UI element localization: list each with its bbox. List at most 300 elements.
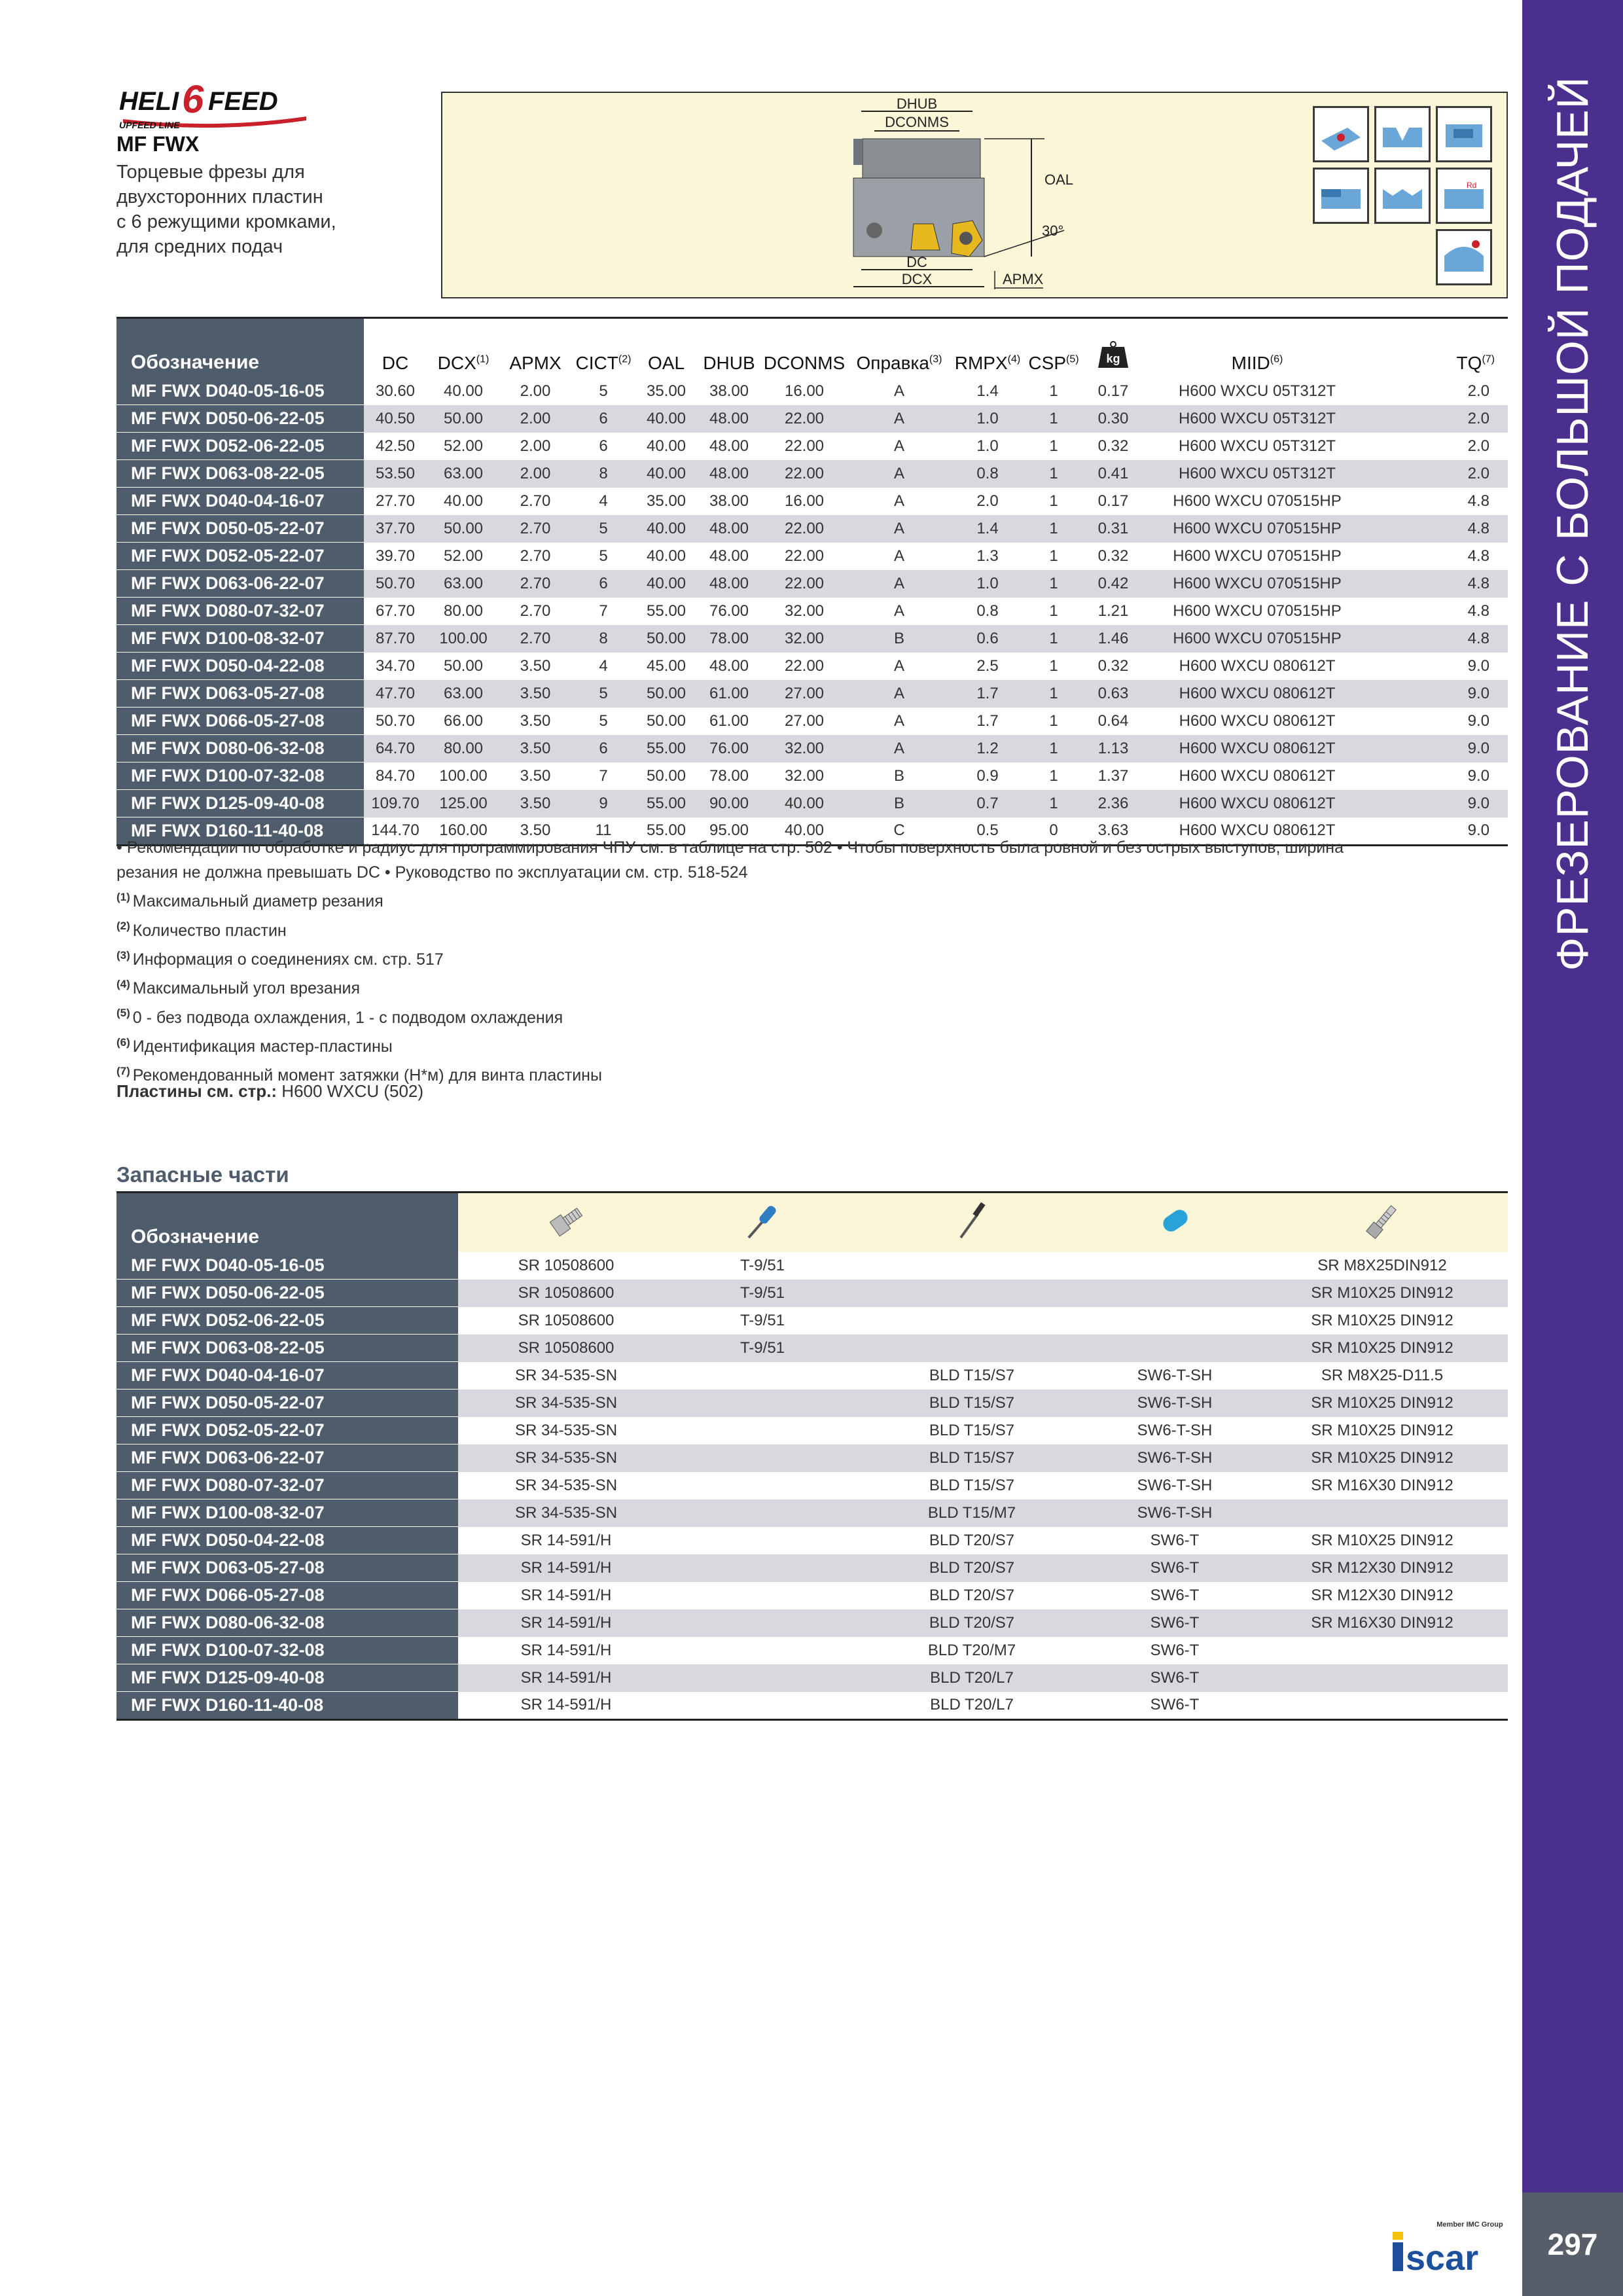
spare-cell: SR M10X25 DIN912 bbox=[1257, 1390, 1508, 1417]
table-cell: 87.70 bbox=[364, 625, 427, 653]
row-designation: MF FWX D063-08-22-05 bbox=[116, 460, 364, 488]
table-cell: 78.00 bbox=[696, 762, 762, 790]
table-cell: 4.8 bbox=[1372, 488, 1508, 515]
table-cell: 9.0 bbox=[1372, 735, 1508, 762]
label-dhub: DHUB bbox=[896, 96, 938, 112]
table-cell: 0.32 bbox=[1084, 653, 1143, 680]
table-cell: 2.0 bbox=[1372, 378, 1508, 405]
table-cell: C bbox=[847, 817, 952, 846]
table-cell: H600 WXCU 05T312T bbox=[1143, 433, 1372, 460]
spare-cell bbox=[674, 1362, 851, 1390]
table-cell: 2.0 bbox=[1372, 433, 1508, 460]
table-cell: 50.00 bbox=[427, 653, 500, 680]
table-cell: 95.00 bbox=[696, 817, 762, 846]
table-cell: 0.6 bbox=[952, 625, 1024, 653]
table-cell: 2.0 bbox=[1372, 460, 1508, 488]
table-cell: 2.0 bbox=[1372, 405, 1508, 433]
table-cell: A bbox=[847, 543, 952, 570]
table-cell: 2.00 bbox=[500, 378, 571, 405]
table-cell: 32.00 bbox=[762, 598, 847, 625]
header-rmpx: RMPX$^{(4)}$ bbox=[952, 318, 1024, 378]
row-designation: MF FWX D050-04-22-08 bbox=[116, 653, 364, 680]
screw-icon bbox=[543, 1198, 589, 1244]
spare-cell bbox=[674, 1582, 851, 1609]
header-dhub: DHUB bbox=[696, 318, 762, 378]
table-row bbox=[116, 680, 1508, 708]
spare-cell: SR 34-535-SN bbox=[458, 1499, 674, 1527]
row-designation: MF FWX D080-06-32-08 bbox=[116, 735, 364, 762]
row-designation: MF FWX D066-05-27-08 bbox=[116, 708, 364, 735]
row-designation: MF FWX D066-05-27-08 bbox=[116, 1582, 458, 1609]
spare-cell bbox=[1257, 1637, 1508, 1664]
table-cell: H600 WXCU 080612T bbox=[1143, 817, 1372, 846]
spare-row bbox=[116, 1390, 1508, 1417]
table-cell: 5 bbox=[571, 378, 636, 405]
spare-cell bbox=[1257, 1692, 1508, 1720]
table-cell: 4.8 bbox=[1372, 543, 1508, 570]
table-cell: 1 bbox=[1024, 598, 1084, 625]
header-designation: Обозначение bbox=[116, 318, 364, 378]
spare-parts-table bbox=[116, 1191, 1508, 1721]
header-weight bbox=[1084, 318, 1143, 378]
footnote: $^{(1)}$ Максимальный диаметр резания bbox=[116, 891, 383, 911]
table-cell: 160.00 bbox=[427, 817, 500, 846]
specifications-table bbox=[116, 317, 1508, 846]
table-cell: H600 WXCU 05T312T bbox=[1143, 460, 1372, 488]
spare-cell: T-9/51 bbox=[674, 1252, 851, 1280]
spare-row bbox=[116, 1444, 1508, 1472]
table-cell: 55.00 bbox=[636, 817, 696, 846]
description-line: Торцевые фрезы для bbox=[116, 162, 305, 183]
table-cell: 3.50 bbox=[500, 762, 571, 790]
spare-cell: SR M12X30 DIN912 bbox=[1257, 1582, 1508, 1609]
table-cell: 9.0 bbox=[1372, 653, 1508, 680]
table-cell: 1.3 bbox=[952, 543, 1024, 570]
spare-row bbox=[116, 1307, 1508, 1335]
spare-cell: SW6-T-SH bbox=[1093, 1390, 1257, 1417]
table-cell: 38.00 bbox=[696, 378, 762, 405]
table-cell: 3.50 bbox=[500, 817, 571, 846]
table-cell: 4 bbox=[571, 488, 636, 515]
table-cell: 52.00 bbox=[427, 543, 500, 570]
table-cell: 125.00 bbox=[427, 790, 500, 817]
logo-feed: FEED bbox=[208, 87, 278, 116]
table-cell: 1 bbox=[1024, 735, 1084, 762]
table-cell: 1 bbox=[1024, 680, 1084, 708]
table-cell: 48.00 bbox=[696, 460, 762, 488]
spare-header-designation: Обозначение bbox=[116, 1193, 458, 1253]
spare-header-wrench bbox=[1093, 1193, 1257, 1253]
table-cell: 1.0 bbox=[952, 433, 1024, 460]
footnote: $^{(2)}$ Количество пластин bbox=[116, 920, 287, 940]
header-dcx: DCX$^{(1)}$ bbox=[427, 318, 500, 378]
table-cell: 40.00 bbox=[636, 460, 696, 488]
spare-cell: SR M10X25 DIN912 bbox=[1257, 1280, 1508, 1307]
spare-cell: SW6-T bbox=[1093, 1527, 1257, 1554]
screwdriver-icon bbox=[949, 1198, 995, 1244]
table-cell: 100.00 bbox=[427, 762, 500, 790]
spare-cell: SR M16X30 DIN912 bbox=[1257, 1472, 1508, 1499]
table-cell: 1 bbox=[1024, 405, 1084, 433]
table-cell: A bbox=[847, 653, 952, 680]
table-cell: 0.9 bbox=[952, 762, 1024, 790]
table-cell: 1 bbox=[1024, 488, 1084, 515]
table-cell: 1.21 bbox=[1084, 598, 1143, 625]
spare-cell bbox=[1093, 1335, 1257, 1362]
spare-cell: SR M16X30 DIN912 bbox=[1257, 1609, 1508, 1637]
table-cell: 2.00 bbox=[500, 433, 571, 460]
table-cell: 22.00 bbox=[762, 433, 847, 460]
table-cell: 50.00 bbox=[636, 625, 696, 653]
spare-cell: SR M10X25 DIN912 bbox=[1257, 1417, 1508, 1444]
table-cell: A bbox=[847, 515, 952, 543]
spare-row bbox=[116, 1252, 1508, 1280]
row-designation: MF FWX D050-06-22-05 bbox=[116, 1280, 458, 1307]
table-cell: 63.00 bbox=[427, 680, 500, 708]
spare-cell: SR 34-535-SN bbox=[458, 1444, 674, 1472]
table-cell: 3.50 bbox=[500, 790, 571, 817]
footnote: $^{(5)}$ 0 - без подвода охлаждения, 1 - с подводом охлаждения bbox=[116, 1007, 563, 1027]
row-designation: MF FWX D040-05-16-05 bbox=[116, 1252, 458, 1280]
table-cell: 0.41 bbox=[1084, 460, 1143, 488]
slot-milling-icon bbox=[1374, 106, 1431, 162]
table-cell: 1 bbox=[1024, 515, 1084, 543]
table-cell: 5 bbox=[571, 680, 636, 708]
table-cell: 1 bbox=[1024, 625, 1084, 653]
table-cell: 3.63 bbox=[1084, 817, 1143, 846]
table-cell: 2.70 bbox=[500, 598, 571, 625]
spare-cell: SR 34-535-SN bbox=[458, 1417, 674, 1444]
spare-cell bbox=[674, 1390, 851, 1417]
row-designation: MF FWX D040-04-16-07 bbox=[116, 1362, 458, 1390]
table-cell: 4.8 bbox=[1372, 570, 1508, 598]
spare-header-screw bbox=[458, 1193, 674, 1253]
spare-cell: SW6-T bbox=[1093, 1582, 1257, 1609]
spare-row bbox=[116, 1527, 1508, 1554]
spare-row bbox=[116, 1362, 1508, 1390]
table-cell: 1 bbox=[1024, 433, 1084, 460]
header-tq: TQ$^{(7)}$ bbox=[1372, 318, 1508, 378]
description-line: для средних подач bbox=[116, 236, 283, 257]
table-cell: 22.00 bbox=[762, 405, 847, 433]
table-row bbox=[116, 762, 1508, 790]
table-cell: 0.8 bbox=[952, 460, 1024, 488]
table-cell: 2.5 bbox=[952, 653, 1024, 680]
table-cell: 2.70 bbox=[500, 515, 571, 543]
table-cell: 40.00 bbox=[762, 817, 847, 846]
table-cell: 5 bbox=[571, 708, 636, 735]
table-cell: 16.00 bbox=[762, 378, 847, 405]
spare-cell bbox=[674, 1444, 851, 1472]
note-line: резания не должна превышать DC • Руководство по эксплуатации см. стр. 518-524 bbox=[116, 863, 748, 882]
logo-subtext: UPFEED LINE bbox=[119, 120, 180, 130]
row-designation: MF FWX D063-06-22-07 bbox=[116, 570, 364, 598]
table-cell: 40.00 bbox=[636, 543, 696, 570]
table-cell: 9.0 bbox=[1372, 680, 1508, 708]
row-designation: MF FWX D050-04-22-08 bbox=[116, 1527, 458, 1554]
spare-cell: BLD T20/S7 bbox=[851, 1554, 1093, 1582]
spare-header-screwdriver bbox=[851, 1193, 1093, 1253]
row-designation: MF FWX D080-07-32-07 bbox=[116, 1472, 458, 1499]
table-cell: 9.0 bbox=[1372, 708, 1508, 735]
table-cell: 1 bbox=[1024, 762, 1084, 790]
table-cell: H600 WXCU 05T312T bbox=[1143, 405, 1372, 433]
spare-cell: SR 10508600 bbox=[458, 1252, 674, 1280]
spare-cell: SW6-T bbox=[1093, 1554, 1257, 1582]
header-oal: OAL bbox=[636, 318, 696, 378]
header-cict: CICT$^{(2)}$ bbox=[571, 318, 636, 378]
row-designation: MF FWX D160-11-40-08 bbox=[116, 817, 364, 846]
spare-row bbox=[116, 1335, 1508, 1362]
table-cell: 9.0 bbox=[1372, 762, 1508, 790]
table-cell: 27.70 bbox=[364, 488, 427, 515]
table-cell: 22.00 bbox=[762, 543, 847, 570]
table-cell: 0.64 bbox=[1084, 708, 1143, 735]
table-cell: 1 bbox=[1024, 570, 1084, 598]
table-cell: 4.8 bbox=[1372, 598, 1508, 625]
table-cell: A bbox=[847, 488, 952, 515]
spare-cell bbox=[674, 1417, 851, 1444]
spare-cell: SR M8X25-D11.5 bbox=[1257, 1362, 1508, 1390]
table-cell: 2.70 bbox=[500, 625, 571, 653]
spare-cell: BLD T15/S7 bbox=[851, 1390, 1093, 1417]
table-cell: 0.8 bbox=[952, 598, 1024, 625]
iscar-wordmark: scar bbox=[1406, 2238, 1479, 2278]
spare-cell: T-9/51 bbox=[674, 1307, 851, 1335]
table-cell: 0.31 bbox=[1084, 515, 1143, 543]
table-row bbox=[116, 653, 1508, 680]
table-cell: 55.00 bbox=[636, 735, 696, 762]
spare-cell bbox=[851, 1280, 1093, 1307]
spare-cell: SR 14-591/H bbox=[458, 1527, 674, 1554]
table-cell: 5 bbox=[571, 515, 636, 543]
table-cell: 0.30 bbox=[1084, 405, 1143, 433]
table-cell: 0.42 bbox=[1084, 570, 1143, 598]
spare-cell: SW6-T bbox=[1093, 1637, 1257, 1664]
table-cell: 144.70 bbox=[364, 817, 427, 846]
spare-header-bolt bbox=[1257, 1193, 1508, 1253]
bolt-icon bbox=[1359, 1198, 1405, 1244]
row-designation: MF FWX D063-05-27-08 bbox=[116, 1554, 458, 1582]
row-designation: MF FWX D050-05-22-07 bbox=[116, 515, 364, 543]
spare-cell: SR M10X25 DIN912 bbox=[1257, 1307, 1508, 1335]
table-cell: H600 WXCU 070515HP bbox=[1143, 625, 1372, 653]
table-cell: 40.00 bbox=[636, 570, 696, 598]
page-number: 297 bbox=[1547, 2227, 1598, 2261]
table-cell: 27.00 bbox=[762, 708, 847, 735]
spare-cell bbox=[674, 1527, 851, 1554]
spare-cell: BLD T15/S7 bbox=[851, 1472, 1093, 1499]
spare-cell: SW6-T bbox=[1093, 1609, 1257, 1637]
svg-text:Rd: Rd bbox=[1467, 181, 1477, 190]
label-dcx: DCX bbox=[901, 271, 933, 287]
table-cell: 37.70 bbox=[364, 515, 427, 543]
ramping-icon bbox=[1374, 168, 1431, 224]
table-cell: 40.00 bbox=[762, 790, 847, 817]
spare-cell: SR 14-591/H bbox=[458, 1664, 674, 1692]
table-cell: 22.00 bbox=[762, 515, 847, 543]
product-code: MF FWX bbox=[116, 132, 200, 156]
spare-cell: SW6-T bbox=[1093, 1692, 1257, 1720]
table-cell: 34.70 bbox=[364, 653, 427, 680]
table-cell: 80.00 bbox=[427, 735, 500, 762]
spare-cell: SR 10508600 bbox=[458, 1280, 674, 1307]
table-cell: 2.70 bbox=[500, 570, 571, 598]
product-description bbox=[116, 160, 336, 259]
spare-cell bbox=[851, 1335, 1093, 1362]
spare-cell: BLD T20/S7 bbox=[851, 1527, 1093, 1554]
footnote: $^{(4)}$ Максимальный угол врезания bbox=[116, 977, 361, 998]
table-cell: 4.8 bbox=[1372, 515, 1508, 543]
spare-cell bbox=[851, 1307, 1093, 1335]
table-cell: 22.00 bbox=[762, 653, 847, 680]
spare-cell: SR 14-591/H bbox=[458, 1609, 674, 1637]
table-cell: 80.00 bbox=[427, 598, 500, 625]
row-designation: MF FWX D052-06-22-05 bbox=[116, 1307, 458, 1335]
table-row bbox=[116, 543, 1508, 570]
table-cell: 0.17 bbox=[1084, 378, 1143, 405]
table-cell: 9 bbox=[571, 790, 636, 817]
table-cell: 84.70 bbox=[364, 762, 427, 790]
spare-cell: BLD T20/S7 bbox=[851, 1609, 1093, 1637]
table-cell: 40.00 bbox=[427, 488, 500, 515]
table-cell: B bbox=[847, 762, 952, 790]
spare-row bbox=[116, 1582, 1508, 1609]
spare-cell: SR 34-535-SN bbox=[458, 1472, 674, 1499]
table-cell: 2.00 bbox=[500, 405, 571, 433]
spare-header bbox=[116, 1193, 1508, 1253]
row-designation: MF FWX D160-11-40-08 bbox=[116, 1692, 458, 1720]
spare-row bbox=[116, 1609, 1508, 1637]
table-cell: 64.70 bbox=[364, 735, 427, 762]
spare-cell bbox=[674, 1664, 851, 1692]
label-oal: OAL bbox=[1044, 171, 1074, 188]
table-row bbox=[116, 515, 1508, 543]
spare-cell bbox=[851, 1252, 1093, 1280]
table-cell: 100.00 bbox=[427, 625, 500, 653]
table-cell: 109.70 bbox=[364, 790, 427, 817]
spare-cell: BLD T15/S7 bbox=[851, 1444, 1093, 1472]
spare-cell: SR 10508600 bbox=[458, 1307, 674, 1335]
table-cell: 1.4 bbox=[952, 515, 1024, 543]
table-cell: 48.00 bbox=[696, 653, 762, 680]
table-cell: A bbox=[847, 570, 952, 598]
table-row bbox=[116, 488, 1508, 515]
table-cell: 48.00 bbox=[696, 515, 762, 543]
table-cell: 66.00 bbox=[427, 708, 500, 735]
table-cell: 32.00 bbox=[762, 762, 847, 790]
table-cell: 1.4 bbox=[952, 378, 1024, 405]
table-cell: 38.00 bbox=[696, 488, 762, 515]
spare-row bbox=[116, 1664, 1508, 1692]
table-cell: 48.00 bbox=[696, 570, 762, 598]
spare-cell: SW6-T-SH bbox=[1093, 1362, 1257, 1390]
table-cell: 5 bbox=[571, 543, 636, 570]
spare-cell bbox=[1093, 1307, 1257, 1335]
table-cell: 8 bbox=[571, 625, 636, 653]
label-dconms: DCONMS bbox=[885, 114, 949, 130]
table-cell: 55.00 bbox=[636, 790, 696, 817]
spare-cell bbox=[674, 1499, 851, 1527]
spare-parts-title: Запасные части bbox=[116, 1162, 289, 1187]
cutter-diagram bbox=[848, 93, 1123, 297]
table-cell: 4 bbox=[571, 653, 636, 680]
table-cell: 1 bbox=[1024, 543, 1084, 570]
spare-cell: SR 14-591/H bbox=[458, 1692, 674, 1720]
pocket-milling-icon bbox=[1436, 106, 1492, 162]
spare-cell: SW6-T-SH bbox=[1093, 1417, 1257, 1444]
table-cell: 35.00 bbox=[636, 378, 696, 405]
table-cell: A bbox=[847, 598, 952, 625]
table-cell: B bbox=[847, 790, 952, 817]
header-dconms: DCONMS bbox=[762, 318, 847, 378]
spare-cell: SR 14-591/H bbox=[458, 1582, 674, 1609]
table-cell: 50.00 bbox=[427, 405, 500, 433]
row-designation: MF FWX D052-05-22-07 bbox=[116, 543, 364, 570]
spare-cell: SR 14-591/H bbox=[458, 1637, 674, 1664]
row-designation: MF FWX D125-09-40-08 bbox=[116, 790, 364, 817]
row-designation: MF FWX D040-05-16-05 bbox=[116, 378, 364, 405]
notes-block bbox=[116, 835, 1508, 1088]
spare-row bbox=[116, 1417, 1508, 1444]
table-cell: H600 WXCU 080612T bbox=[1143, 762, 1372, 790]
spare-cell: SR M10X25 DIN912 bbox=[1257, 1527, 1508, 1554]
table-cell: 2.0 bbox=[952, 488, 1024, 515]
table-cell: 1.0 bbox=[952, 405, 1024, 433]
table-cell: 67.70 bbox=[364, 598, 427, 625]
circular-milling-icon bbox=[1436, 229, 1492, 285]
spare-row bbox=[116, 1499, 1508, 1527]
table-cell: 55.00 bbox=[636, 598, 696, 625]
table-cell: 1.7 bbox=[952, 680, 1024, 708]
row-designation: MF FWX D063-08-22-05 bbox=[116, 1335, 458, 1362]
spare-cell bbox=[674, 1609, 851, 1637]
spare-cell: BLD T20/L7 bbox=[851, 1664, 1093, 1692]
table-cell: 39.70 bbox=[364, 543, 427, 570]
spare-header-key bbox=[674, 1193, 851, 1253]
description-line: двухсторонних пластин bbox=[116, 187, 323, 207]
spare-cell: SR 10508600 bbox=[458, 1335, 674, 1362]
spare-row bbox=[116, 1637, 1508, 1664]
spare-cell: SR M10X25 DIN912 bbox=[1257, 1444, 1508, 1472]
row-designation: MF FWX D052-05-22-07 bbox=[116, 1417, 458, 1444]
table-cell: 40.00 bbox=[636, 405, 696, 433]
table-cell: 47.70 bbox=[364, 680, 427, 708]
table-row bbox=[116, 708, 1508, 735]
table-cell: 50.00 bbox=[636, 680, 696, 708]
table-cell: 48.00 bbox=[696, 543, 762, 570]
table-cell: 7 bbox=[571, 598, 636, 625]
table-cell: H600 WXCU 080612T bbox=[1143, 735, 1372, 762]
description-line: с 6 режущими кромками, bbox=[116, 211, 336, 232]
spare-cell: BLD T15/S7 bbox=[851, 1362, 1093, 1390]
inserts-reference: Пластины см. стр.: H600 WXCU (502) bbox=[116, 1081, 424, 1101]
spare-row bbox=[116, 1554, 1508, 1582]
spare-cell: SR 34-535-SN bbox=[458, 1390, 674, 1417]
logo-heli: HELI bbox=[119, 87, 179, 116]
table-cell: 63.00 bbox=[427, 460, 500, 488]
table-cell: 48.00 bbox=[696, 405, 762, 433]
shoulder-milling-icon bbox=[1313, 168, 1369, 224]
footnote: $^{(3)}$ Информация о соединениях см. стр. 517 bbox=[116, 948, 444, 969]
table-cell: 1.13 bbox=[1084, 735, 1143, 762]
table-cell: 50.00 bbox=[427, 515, 500, 543]
row-designation: MF FWX D100-07-32-08 bbox=[116, 762, 364, 790]
table-cell: 40.00 bbox=[427, 378, 500, 405]
table-cell: A bbox=[847, 378, 952, 405]
page-number-box bbox=[1522, 2193, 1623, 2296]
table-row bbox=[116, 625, 1508, 653]
